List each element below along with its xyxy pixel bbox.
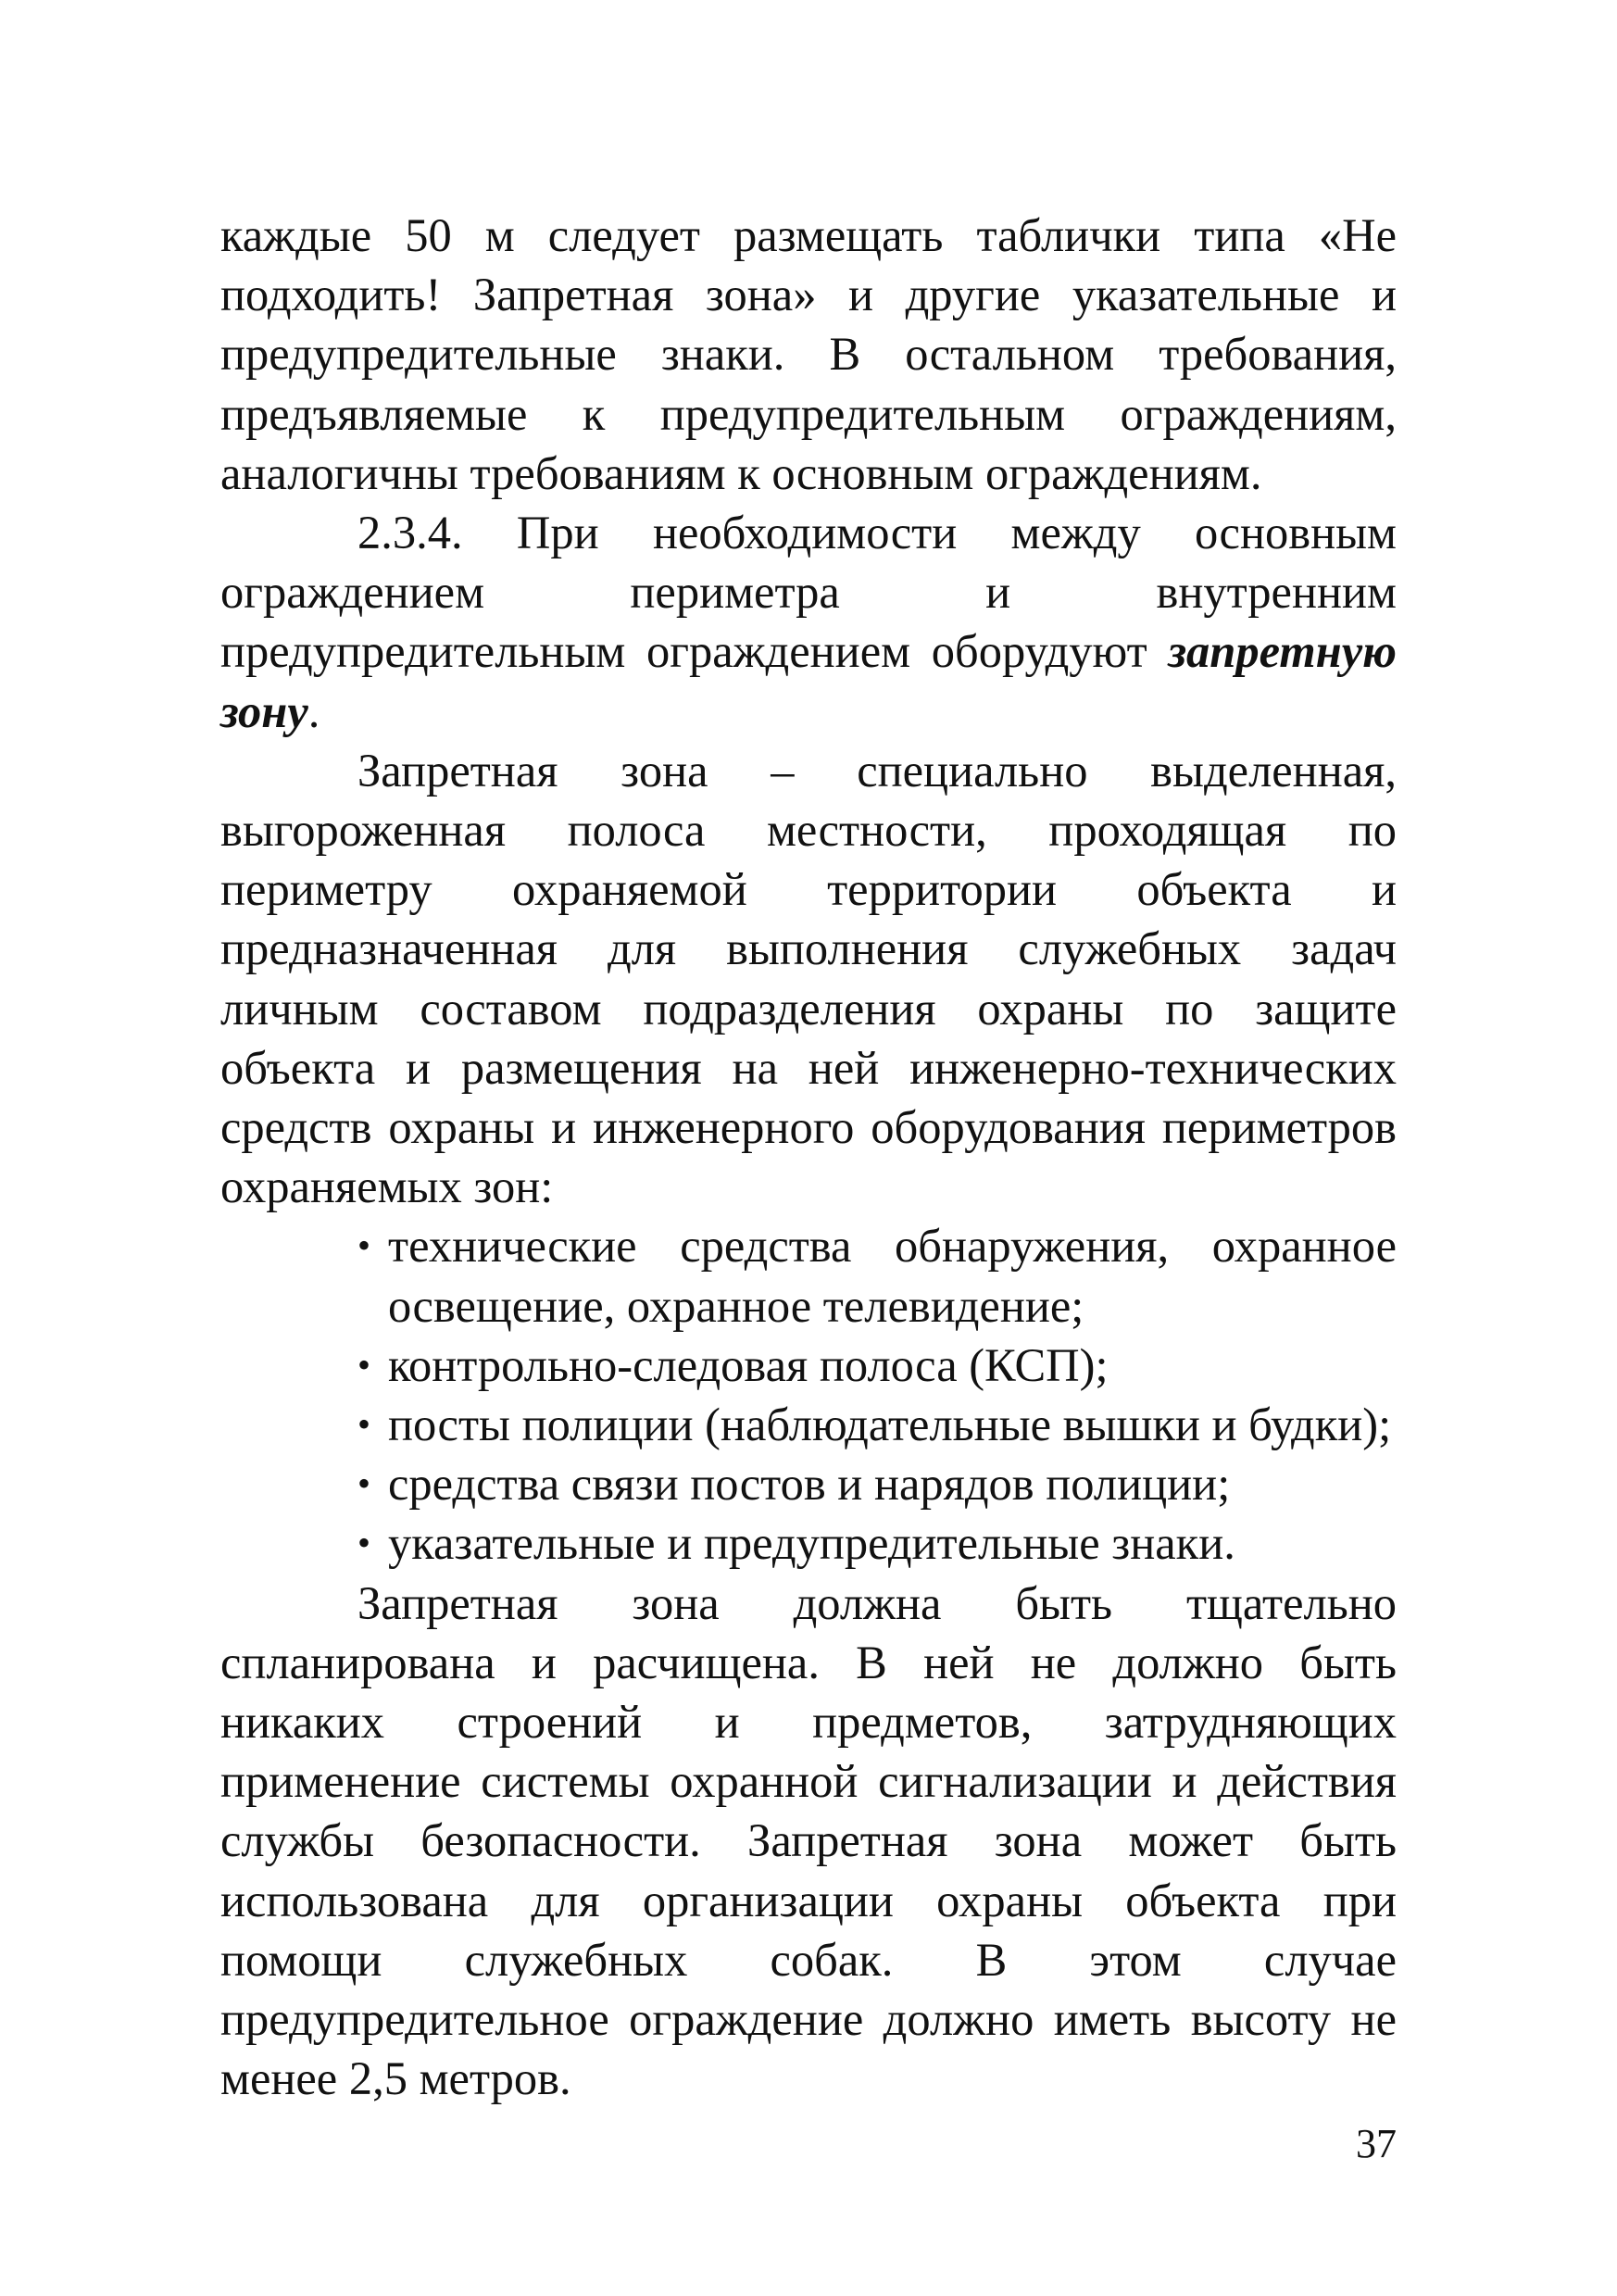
list-item bbox=[357, 1395, 1397, 1454]
paragraph-signs: каждые 50 м следует размещать таблички типа «Не подходить! Запретная зона» и другие указательные и предупредительные знаки. В остальном требования, предъявляемые к предупредительным ограждениям, аналогичны требованиям к основным ограждениям. bbox=[220, 209, 1397, 499]
bullet-icon: • bbox=[357, 1403, 371, 1446]
list-item-text: контрольно-следовая полоса (КСП); bbox=[388, 1338, 1109, 1391]
paragraph-restricted-zone-definition: Запретная зона – специально выделенная, выгороженная полоса местности, проходящая по периметру охраняемой территории объекта и предназначенная для выполнения служебных задач личным составом подразделения охраны по защите объекта и размещения на ней инженерно-технических средств охраны и инженерного оборудования периметров охраняемых зон: bbox=[220, 744, 1397, 1213]
list-item-text: посты полиции (наблюдательные вышки и будки); bbox=[388, 1399, 1392, 1451]
list-item bbox=[357, 1216, 1397, 1335]
list-item bbox=[357, 1454, 1397, 1513]
page-number: 37 bbox=[1356, 2121, 1397, 2166]
list-item bbox=[357, 1336, 1397, 1395]
paragraph-zone-requirements: Запретная зона должна быть тщательно спланирована и расчищена. В ней не должно быть никаких строений и предметов, затрудняющих применение системы охранной сигнализации и действия службы безопасности. Запретная зона может быть использована для организации охраны объекта при помощи служебных собак. В этом случае предупредительное ограждение должно иметь высоту не менее 2,5 метров. bbox=[220, 1576, 1397, 2105]
list-item bbox=[357, 1513, 1397, 1573]
bullet-icon: • bbox=[357, 1343, 371, 1386]
bullet-list bbox=[357, 1216, 1397, 1573]
paragraph-section-2-3-4 bbox=[220, 503, 1397, 741]
list-item-text: технические средства обнаружения, охранное освещение, охранное телевидение; bbox=[388, 1220, 1397, 1332]
emphasis-restricted-zone: запретную зону bbox=[220, 625, 1397, 737]
bullet-icon: • bbox=[357, 1462, 371, 1505]
section-2-3-4-text: 2.3.4. При необходимости между основным ограждением периметра и внутренним предупредительным ограждением оборудуют bbox=[220, 507, 1397, 678]
bullet-icon: • bbox=[357, 1522, 371, 1564]
list-item-text: средства связи постов и нарядов полиции; bbox=[388, 1458, 1231, 1511]
page-body bbox=[220, 206, 1397, 2109]
section-2-3-4-end: . bbox=[307, 684, 320, 737]
bullet-icon: • bbox=[357, 1224, 371, 1267]
list-item-text: указательные и предупредительные знаки. bbox=[388, 1517, 1235, 1570]
